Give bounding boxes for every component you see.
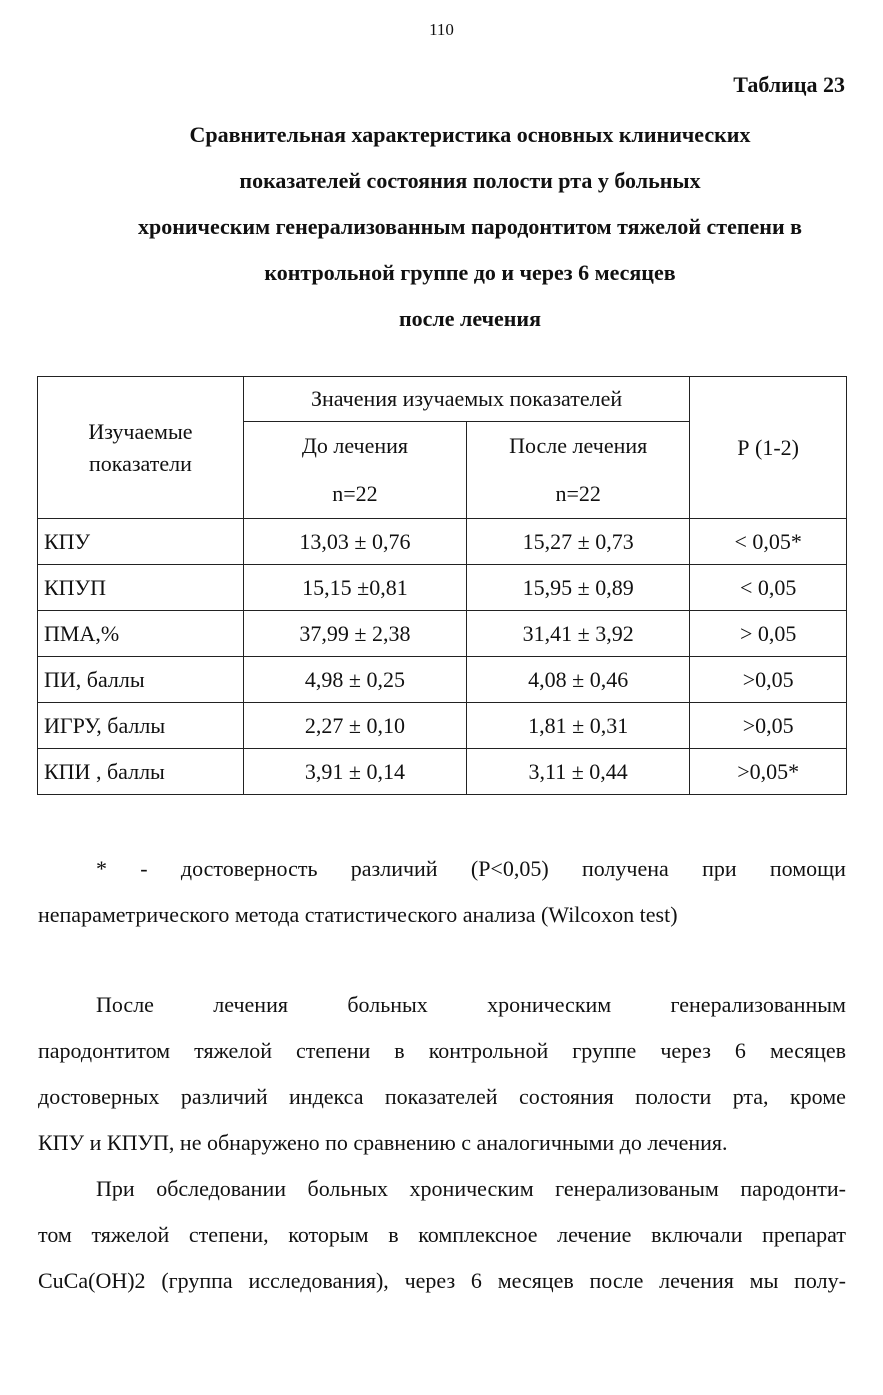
row-after-value: 15,27 ± 0,73 [467, 519, 690, 565]
table-row [38, 749, 847, 795]
header-before-n: n=22 [332, 481, 378, 506]
paragraph-line [38, 1258, 846, 1304]
word: исследования), [248, 1268, 389, 1293]
table-row [38, 519, 847, 565]
table-row [38, 703, 847, 749]
word: лечения [659, 1268, 734, 1293]
word: группе [572, 1038, 637, 1063]
word: больных [347, 992, 428, 1017]
footnote-word: различий [350, 856, 438, 881]
word: через [404, 1268, 456, 1293]
word: через [660, 1038, 711, 1063]
word: после [589, 1268, 644, 1293]
header-after-n: n=22 [555, 481, 601, 506]
footnote-word: достоверность [180, 856, 318, 881]
footnote-line [38, 846, 846, 892]
word: том [38, 1222, 72, 1247]
word: генерализованым [555, 1176, 719, 1201]
row-after-value: 3,11 ± 0,44 [467, 749, 690, 795]
word: пародонти- [740, 1176, 846, 1201]
row-before-value: 37,99 ± 2,38 [243, 611, 466, 657]
row-p-value: < 0,05 [690, 565, 847, 611]
row-p-value: >0,05 [690, 703, 847, 749]
paragraph-examination [38, 1166, 846, 1304]
paragraph-line [38, 1074, 846, 1120]
word: лечение [557, 1222, 632, 1247]
header-after-treatment [467, 422, 690, 519]
row-before-value: 13,03 ± 0,76 [243, 519, 466, 565]
row-before-value: 15,15 ±0,81 [243, 565, 466, 611]
row-after-value: 31,41 ± 3,92 [467, 611, 690, 657]
row-indicator: КПИ , баллы [38, 749, 244, 795]
comparison-table [37, 376, 847, 795]
word: полости [635, 1084, 712, 1109]
word: кроме [789, 1084, 846, 1109]
paragraph-conclusion [38, 982, 846, 1166]
word: степени [296, 1038, 371, 1063]
row-before-value: 2,27 ± 0,10 [243, 703, 466, 749]
paragraph-line [38, 1028, 846, 1074]
footnote-word: помощи [769, 856, 846, 881]
header-after-label: После лечения [509, 433, 648, 458]
row-indicator: ПИ, баллы [38, 657, 244, 703]
word: пародонтитом [38, 1038, 171, 1063]
word: хроническим [487, 992, 612, 1017]
footnote-word: получена [581, 856, 669, 881]
table-row [38, 565, 847, 611]
word: контрольной [428, 1038, 549, 1063]
table-label: Таблица 23 [733, 72, 845, 97]
row-indicator: ИГРУ, баллы [38, 703, 244, 749]
word: месяцев [497, 1268, 574, 1293]
word: которым [288, 1222, 369, 1247]
table-title [70, 112, 870, 342]
word: больных [307, 1176, 389, 1201]
word: хроническим [409, 1176, 534, 1201]
row-p-value: >0,05 [690, 657, 847, 703]
header-before-label: До лечения [301, 433, 409, 458]
row-indicator: КПУП [38, 565, 244, 611]
footnote-word: - [140, 856, 148, 881]
row-indicator: ПМА,% [38, 611, 244, 657]
table-title-line: Сравнительная характеристика основных клинических [189, 122, 751, 147]
header-before-treatment [243, 422, 466, 519]
row-before-value: 4,98 ± 0,25 [243, 657, 466, 703]
word: индекса [289, 1084, 364, 1109]
header-p: Р (1-2) [690, 377, 847, 519]
row-after-value: 1,81 ± 0,31 [467, 703, 690, 749]
word: 6 [734, 1038, 746, 1063]
table-footnote [38, 846, 846, 938]
row-before-value: 3,91 ± 0,14 [243, 749, 466, 795]
word: обследовании [156, 1176, 286, 1201]
row-p-value: >0,05* [690, 749, 847, 795]
table-row [38, 611, 847, 657]
row-after-value: 15,95 ± 0,89 [467, 565, 690, 611]
word: комплексное [418, 1222, 538, 1247]
word: в [394, 1038, 405, 1063]
page-number: 110 [429, 20, 454, 39]
table-title-line: после лечения [398, 306, 542, 331]
word: рта, [732, 1084, 769, 1109]
footnote-word: при [702, 856, 737, 881]
paragraph-line [38, 1212, 846, 1258]
word: тяжелой [91, 1222, 170, 1247]
table-title-line: контрольной группе до и через 6 месяцев [264, 260, 676, 285]
word: лечения [213, 992, 288, 1017]
word: CuCa(OH)2 [38, 1268, 146, 1293]
footnote-word: * [96, 856, 107, 881]
row-after-value: 4,08 ± 0,46 [467, 657, 690, 703]
word: в [388, 1222, 399, 1247]
table-row [38, 657, 847, 703]
row-p-value: < 0,05* [690, 519, 847, 565]
word: генерализованным [670, 992, 846, 1017]
word: тяжелой [194, 1038, 272, 1063]
paragraph-line [38, 982, 846, 1028]
word: полу- [794, 1268, 846, 1293]
word: (группа [161, 1268, 233, 1293]
table-title-line: показателей состояния полости рта у больных [239, 168, 701, 193]
word: месяцев [769, 1038, 846, 1063]
row-indicator: КПУ [38, 519, 244, 565]
word: показателей [384, 1084, 498, 1109]
footnote-word: (P<0,05) [470, 856, 549, 881]
header-values: Значения изучаемых показателей [243, 377, 689, 422]
word: препарат [762, 1222, 846, 1247]
word: различий [180, 1084, 268, 1109]
header-indicators: Изучаемые показатели [38, 377, 244, 519]
paragraph-line [38, 1166, 846, 1212]
word: достоверных [38, 1084, 160, 1109]
word: мы [749, 1268, 779, 1293]
word: степени, [188, 1222, 269, 1247]
word: 6 [470, 1268, 482, 1293]
word: включали [651, 1222, 743, 1247]
paragraph-line: КПУ и КПУП, не обнаружено по сравнению с аналогичными до лечения. [38, 1130, 728, 1155]
word: После [96, 992, 154, 1017]
footnote-line: непараметрического метода статистического анализа (Wilcoxon test) [38, 902, 678, 927]
word: состояния [518, 1084, 614, 1109]
table-title-line: хроническим генерализованным пародонтитом тяжелой степени в [137, 214, 803, 239]
row-p-value: > 0,05 [690, 611, 847, 657]
word: При [96, 1176, 135, 1201]
